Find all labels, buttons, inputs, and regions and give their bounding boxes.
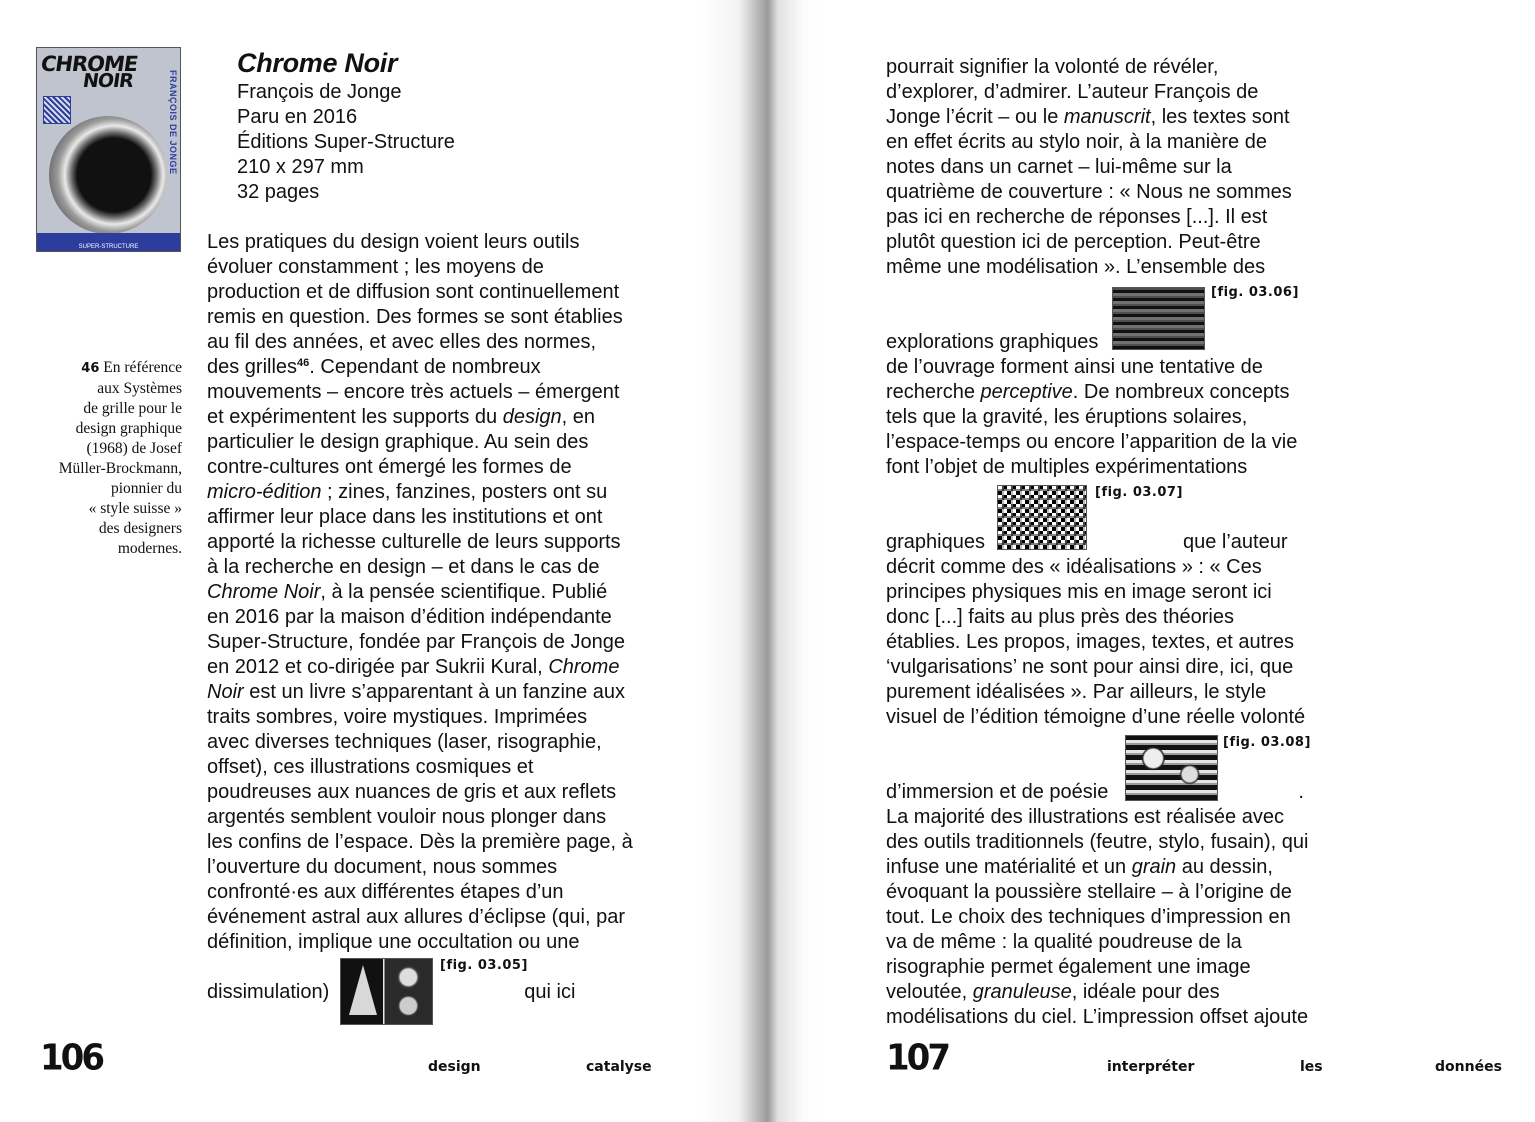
body-text-segment: est un livre s’apparentant à un fanzine aux: [243, 681, 626, 703]
right-body-gap-line: [886, 505, 1336, 530]
body-line: particulier le design graphique. Au sein des: [207, 431, 589, 453]
cover-title-line1: CHROME: [39, 52, 139, 76]
body-line: définition, implique une occultation ou une: [207, 931, 580, 953]
body-line: au fil des années, et avec elles des normes,: [207, 331, 597, 353]
body-text-segment: recherche: [886, 381, 981, 403]
body-line: visuel de l’édition témoigne d’une réelle volonté: [886, 706, 1306, 728]
body-line: [207, 680, 657, 705]
footnote-ref: 46: [297, 357, 310, 369]
body-line: contre-cultures ont émergé les formes de: [207, 456, 572, 478]
body-line: tels que la gravité, les éruptions solaires,: [886, 406, 1248, 428]
body-line: de l’ouvrage forment ainsi une tentative de: [886, 356, 1263, 378]
body-text-segment: , en: [561, 406, 596, 428]
page-number-left: 106: [40, 1037, 102, 1079]
footnote-line: (1968) de Josef: [86, 440, 182, 457]
text-after-fig-07: que l’auteur: [1182, 531, 1288, 553]
body-line: production et de diffusion sont continuellement: [207, 281, 620, 303]
running-footer-word: design: [428, 1059, 481, 1075]
body-text-segment: au dessin,: [1176, 856, 1273, 878]
footnote-line: aux Systèmes: [97, 380, 182, 397]
body-line: des outils traditionnels (feutre, stylo, fusain), qui: [886, 831, 1309, 853]
body-line: font l’objet de multiples expérimentations: [886, 456, 1248, 478]
body-line: apporté la richesse culturelle de leurs supports: [207, 531, 621, 553]
book-pages: 32 pages: [237, 181, 320, 203]
body-line: évoquant la poussière stellaire – à l’origine de: [886, 881, 1292, 903]
body-line: pourrait signifier la volonté de révéler,: [886, 56, 1219, 78]
body-line: les confins de l’espace. Dès la première page, à: [207, 831, 633, 853]
body-line: [886, 980, 1336, 1005]
body-line: établies. Les propos, images, textes, et autres: [886, 631, 1294, 653]
body-text-segment: , à la pensée scientifique. Publié: [320, 581, 608, 603]
right-body-lines-c: [886, 555, 1336, 730]
body-text-segment: . Cependant de nombreux: [309, 356, 541, 378]
body-line: en 2016 par la maison d’édition indépendante: [207, 606, 612, 628]
book-metadata: [237, 80, 455, 205]
right-body-lines-a: [886, 55, 1336, 280]
body-text-segment: . De nombreux concepts: [1072, 381, 1290, 403]
body-line: La majorité des illustrations est réalisée avec: [886, 806, 1284, 828]
figure-03-08-thumbnail[interactable]: [1125, 735, 1218, 801]
body-line: décrit comme des « idéalisations » : « Ces: [886, 556, 1262, 578]
right-body-fig07-line: [886, 530, 1336, 555]
body-line: évoluer constamment ; les moyens de: [207, 256, 544, 278]
book-format: 210 x 297 mm: [237, 156, 364, 178]
footnote-line: de grille pour le: [83, 400, 182, 417]
body-line: confronté·es aux différentes étapes d’un: [207, 881, 564, 903]
body-line: l’espace-temps ou encore l’apparition de la vie: [886, 431, 1298, 453]
body-line: poudreuses aux nuances de gris et aux reflets: [207, 781, 617, 803]
book-published: Paru en 2016: [237, 106, 358, 128]
body-line: en effet écrits au stylo noir, à la manière de: [886, 131, 1267, 153]
body-line: va de même : la qualité poudreuse de la: [886, 931, 1242, 953]
body-line: tout. Le choix des techniques d’impression en: [886, 906, 1291, 928]
body-text-segment: ; zines, fanzines, posters ont su: [321, 481, 608, 503]
body-line: affirmer leur place dans les institutions et ont: [207, 506, 603, 528]
book-title: Chrome Noir: [237, 48, 398, 78]
body-line: modélisations du ciel. L’impression offset ajoute: [886, 1006, 1309, 1028]
body-line: Super-Structure, fondée par François de Jonge: [207, 631, 626, 653]
emphasis-text: grain: [1131, 856, 1177, 878]
body-line: l’ouverture du document, nous sommes: [207, 856, 558, 878]
body-line: [886, 105, 1336, 130]
book-author: François de Jonge: [237, 81, 402, 103]
body-line: notes dans un carnet – lui-même sur la: [886, 156, 1232, 178]
figure-03-06-thumbnail[interactable]: [1112, 287, 1205, 350]
body-line: [207, 405, 657, 430]
left-page-body: [207, 230, 657, 1005]
right-page-body: [886, 55, 1336, 1030]
figure-03-08-label: [fig. 03.08]: [1223, 735, 1311, 750]
body-line: [886, 380, 1336, 405]
running-footer-word: données: [1435, 1059, 1502, 1075]
body-line: Les pratiques du design voient leurs outils: [207, 231, 580, 253]
right-body-fig08-line: [886, 780, 1336, 805]
body-line: à la recherche en design – et dans le cas de: [207, 556, 600, 578]
body-text-segment: infuse une matérialité et un: [886, 856, 1132, 878]
running-footer-word: catalyse: [586, 1059, 652, 1075]
emphasis-text: micro-édition: [207, 481, 322, 503]
body-line: plutôt question ici de perception. Peut-être: [886, 231, 1261, 253]
body-line: [207, 655, 657, 680]
cover-title-line2: NOIR: [81, 70, 135, 92]
emphasis-text: granuleuse: [972, 981, 1072, 1003]
figure-03-07-label: [fig. 03.07]: [1095, 485, 1183, 500]
cover-eclipse-illustration: [49, 116, 167, 234]
body-line: risographie permet également une image: [886, 956, 1251, 978]
body-line: événement astral aux allures d’éclipse (qui, par: [207, 906, 625, 928]
running-footer-word: les: [1300, 1059, 1323, 1075]
page-number-right: 107: [886, 1037, 948, 1079]
body-text-segment: , les textes sont: [1150, 106, 1290, 128]
footnote-line: Müller-Brockmann,: [58, 460, 182, 477]
book-cover-image: [36, 47, 181, 252]
footnote-46: [30, 358, 182, 559]
body-line: même une modélisation ». L’ensemble des: [886, 256, 1266, 278]
footnote-line: pionnier du: [110, 480, 182, 497]
text-after-fig-08: .: [1298, 781, 1304, 803]
body-line: purement idéalisées ». Par ailleurs, le style: [886, 681, 1267, 703]
body-line: ‘vulgarisations’ ne sont pour ainsi dire, ici, que: [886, 656, 1294, 678]
body-line: [207, 480, 657, 505]
book-gutter-shadow: [700, 0, 830, 1122]
body-line: [207, 580, 657, 605]
right-body-lines-b: [886, 355, 1336, 480]
emphasis-text: perceptive: [980, 381, 1073, 403]
body-line: [207, 355, 657, 380]
body-line: offset), ces illustrations cosmiques et: [207, 756, 534, 778]
text-before-fig-05: dissimulation): [207, 981, 330, 1003]
emphasis-text: Noir: [207, 681, 244, 703]
body-line: mouvements – encore très actuels – émergent: [207, 381, 620, 403]
cover-pattern-box: [43, 96, 71, 124]
right-body-gap-line: [886, 305, 1336, 330]
footnote-line: design graphique: [75, 420, 182, 437]
body-line: argentés semblent vouloir nous plonger dans: [207, 806, 607, 828]
body-text-segment: , idéale pour des: [1071, 981, 1220, 1003]
body-line: avec diverses techniques (laser, risographie,: [207, 731, 602, 753]
footnote-line: En référence: [99, 359, 182, 376]
text-after-fig-05: qui ici: [524, 981, 576, 1003]
book-publisher: Éditions Super-Structure: [237, 131, 455, 153]
cover-author-vertical: FRANÇOIS DE JONGE: [168, 70, 178, 175]
body-text-segment: Jonge l’écrit – ou le: [886, 106, 1064, 128]
right-body-gap-line: [886, 755, 1336, 780]
footnote-line: « style suisse »: [88, 500, 182, 517]
figure-03-06-label: [fig. 03.06]: [1211, 285, 1299, 300]
body-line: traits sombres, voire mystiques. Imprimées: [207, 706, 588, 728]
body-line: d’explorer, d’admirer. L’auteur François de: [886, 81, 1259, 103]
body-line: donc [...] faits au plus près des théories: [886, 606, 1234, 628]
left-body-lines: [207, 230, 657, 955]
running-footer-word: interpréter: [1107, 1059, 1195, 1075]
figure-03-05-thumbnail[interactable]: [340, 958, 433, 1025]
figure-03-05-label: [fig. 03.05]: [440, 958, 528, 973]
emphasis-text: Chrome Noir: [207, 581, 321, 603]
figure-03-07-thumbnail[interactable]: [997, 485, 1087, 550]
body-text-segment: et expérimentent les supports du: [207, 406, 503, 428]
emphasis-text: manuscrit: [1063, 106, 1151, 128]
body-line: principes physiques mis en image seront ici: [886, 581, 1272, 603]
body-line: pas ici en recherche de réponses [...]. Il est: [886, 206, 1268, 228]
emphasis-text: design: [502, 406, 562, 428]
text-before-fig-07: graphiques: [886, 531, 985, 553]
text-before-fig-08: d’immersion et de poésie: [886, 781, 1109, 803]
footnote-line: modernes.: [117, 540, 182, 557]
body-line: remis en question. Des formes se sont établies: [207, 306, 623, 328]
body-line: [886, 855, 1336, 880]
footnote-line: des designers: [98, 520, 182, 537]
emphasis-text: Chrome: [548, 656, 620, 678]
body-line: quatrième de couverture : « Nous ne sommes: [886, 181, 1292, 203]
cover-publisher-strip: SUPER-STRUCTURE: [37, 233, 180, 251]
right-body-lines-d: [886, 805, 1336, 1030]
body-text-segment: veloutée,: [886, 981, 973, 1003]
right-body-fig06-line: explorations graphiques: [886, 331, 1099, 353]
body-text-segment: des grilles: [207, 356, 298, 378]
footnote-number: 46: [81, 361, 100, 376]
body-text-segment: en 2012 et co-dirigée par Sukrii Kural,: [207, 656, 549, 678]
